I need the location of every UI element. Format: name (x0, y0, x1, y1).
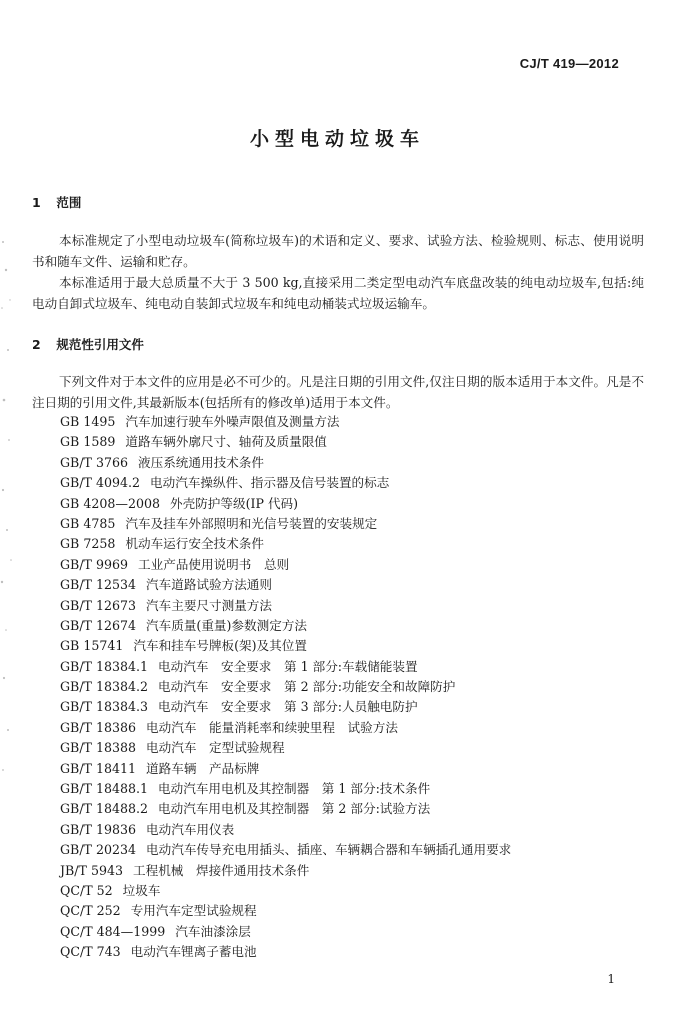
reference-item (60, 861, 640, 881)
reference-title: 汽车道路试验方法通则 (146, 577, 272, 593)
reference-code: GB 4208—2008 (60, 495, 161, 511)
reference-code: GB/T 12674 (60, 617, 137, 633)
reference-code: JB/T 5943 (60, 862, 123, 878)
reference-item (60, 534, 640, 554)
reference-item (60, 412, 640, 432)
section-2-number: 2 (32, 337, 41, 352)
reference-item (60, 718, 640, 738)
reference-code: QC/T 52 (60, 882, 113, 898)
section-1-heading (32, 193, 81, 211)
reference-title: 道路车辆外廓尺寸、轴荷及质量限值 (125, 434, 327, 450)
reference-item (60, 697, 640, 717)
section-1-paragraph-1: 本标准规定了小型电动垃圾车(简称垃圾车)的术语和定义、要求、试验方法、检验规则、标志、使用说明书和随车文件、运输和贮存。 (32, 233, 644, 269)
reference-item (60, 942, 640, 962)
reference-code: GB/T 20234 (60, 842, 137, 858)
reference-code: GB/T 12534 (60, 577, 137, 593)
reference-title: 垃圾车 (122, 882, 161, 898)
reference-code: GB 1589 (60, 434, 116, 450)
reference-title: 道路车辆 产品标牌 (146, 760, 260, 776)
reference-title: 外壳防护等级(IP 代码) (170, 495, 299, 511)
reference-item (60, 616, 640, 636)
reference-item (60, 759, 640, 779)
reference-item (60, 677, 640, 697)
section-1-paragraph-2: 本标准适用于最大总质量不大于 3 500 kg,直接采用二类定型电动汽车底盘改装的纯电动垃圾车,包括:纯电动自卸式垃圾车、纯电动自装卸式垃圾车和纯电动桶装式垃圾运输车。 (32, 275, 644, 311)
reference-code: GB/T 18386 (60, 719, 137, 735)
reference-code: GB/T 18488.1 (60, 781, 149, 797)
standard-code: CJ/T 419—2012 (519, 56, 619, 71)
reference-item (60, 453, 640, 473)
reference-title: 工业产品使用说明书 总则 (138, 556, 290, 572)
reference-title: 汽车及挂车外部照明和光信号装置的安装规定 (125, 515, 378, 531)
reference-item (60, 779, 640, 799)
reference-item (60, 820, 640, 840)
reference-title: 专用汽车定型试验规程 (130, 903, 257, 919)
reference-title: 电动汽车 安全要求 第 1 部分:车载储能装置 (158, 658, 418, 674)
section-2-paragraph-1: 下列文件对于本文件的应用是必不可少的。凡是注日期的引用文件,仅注日期的版本适用于本文件。凡是不注日期的引用文件,其最新版本(包括所有的修改单)适用于本文件。 (32, 374, 644, 410)
reference-code: QC/T 484—1999 (60, 923, 166, 939)
reference-title: 汽车油漆涂层 (175, 923, 251, 939)
section-2-title: 规范性引用文件 (56, 337, 144, 352)
reference-code: GB 7258 (60, 536, 116, 552)
reference-item (60, 922, 640, 942)
reference-item (60, 432, 640, 452)
reference-code: GB/T 18384.3 (60, 699, 149, 715)
reference-code: QC/T 743 (60, 944, 121, 960)
reference-item (60, 596, 640, 616)
reference-title: 电动汽车传导充电用插头、插座、车辆耦合器和车辆插孔通用要求 (146, 842, 512, 858)
reference-code: GB 15741 (60, 638, 124, 654)
reference-title: 机动车运行安全技术条件 (125, 536, 264, 552)
reference-title: 汽车主要尺寸测量方法 (146, 597, 272, 613)
reference-title: 电动汽车锂离子蓄电池 (130, 944, 257, 960)
reference-code: GB/T 18411 (60, 760, 137, 776)
reference-code: GB/T 18388 (60, 740, 137, 756)
reference-code: GB/T 3766 (60, 454, 129, 470)
reference-code: GB/T 9969 (60, 556, 129, 572)
reference-item (60, 636, 640, 656)
reference-code: GB/T 12673 (60, 597, 137, 613)
reference-title: 电动汽车 能量消耗率和续驶里程 试验方法 (146, 719, 398, 735)
reference-item (60, 473, 640, 493)
reference-item (60, 657, 640, 677)
reference-title: 电动汽车操纵件、指示器及信号装置的标志 (150, 475, 390, 491)
section-1-number: 1 (32, 195, 41, 210)
page-number: 1 (607, 972, 615, 986)
scan-edge-noise (0, 230, 14, 790)
reference-title: 液压系统通用技术条件 (138, 454, 264, 470)
reference-item (60, 738, 640, 758)
reference-code: GB/T 18384.2 (60, 679, 149, 695)
reference-title: 电动汽车 定型试验规程 (146, 740, 285, 756)
reference-code: GB 4785 (60, 515, 116, 531)
reference-code: GB/T 4094.2 (60, 475, 141, 491)
reference-item (60, 799, 640, 819)
reference-title: 工程机械 焊接件通用技术条件 (133, 862, 310, 878)
reference-code: GB/T 18384.1 (60, 658, 149, 674)
reference-title: 汽车加速行驶车外噪声限值及测量方法 (125, 414, 340, 429)
reference-title: 电动汽车 安全要求 第 2 部分:功能安全和故障防护 (158, 679, 456, 695)
reference-title: 电动汽车用电机及其控制器 第 1 部分:技术条件 (158, 781, 431, 797)
reference-title: 汽车和挂车号牌板(架)及其位置 (133, 638, 307, 654)
section-1-title: 范围 (56, 195, 82, 210)
reference-list (60, 412, 640, 963)
section-2-heading (32, 335, 144, 353)
reference-title: 汽车质量(重量)参数测定方法 (146, 617, 307, 633)
reference-item (60, 881, 640, 901)
reference-item (60, 555, 640, 575)
reference-title: 电动汽车 安全要求 第 3 部分:人员触电防护 (158, 699, 418, 715)
reference-title: 电动汽车用电机及其控制器 第 2 部分:试验方法 (158, 801, 431, 817)
reference-item (60, 901, 640, 921)
reference-item (60, 494, 640, 514)
reference-item (60, 840, 640, 860)
reference-code: GB 1495 (60, 414, 116, 429)
reference-code: GB/T 19836 (60, 821, 137, 837)
reference-item (60, 514, 640, 534)
reference-code: GB/T 18488.2 (60, 801, 149, 817)
document-title: 小型电动垃圾车 (249, 128, 425, 150)
reference-title: 电动汽车用仪表 (146, 821, 235, 837)
reference-code: QC/T 252 (60, 903, 121, 919)
reference-item (60, 575, 640, 595)
